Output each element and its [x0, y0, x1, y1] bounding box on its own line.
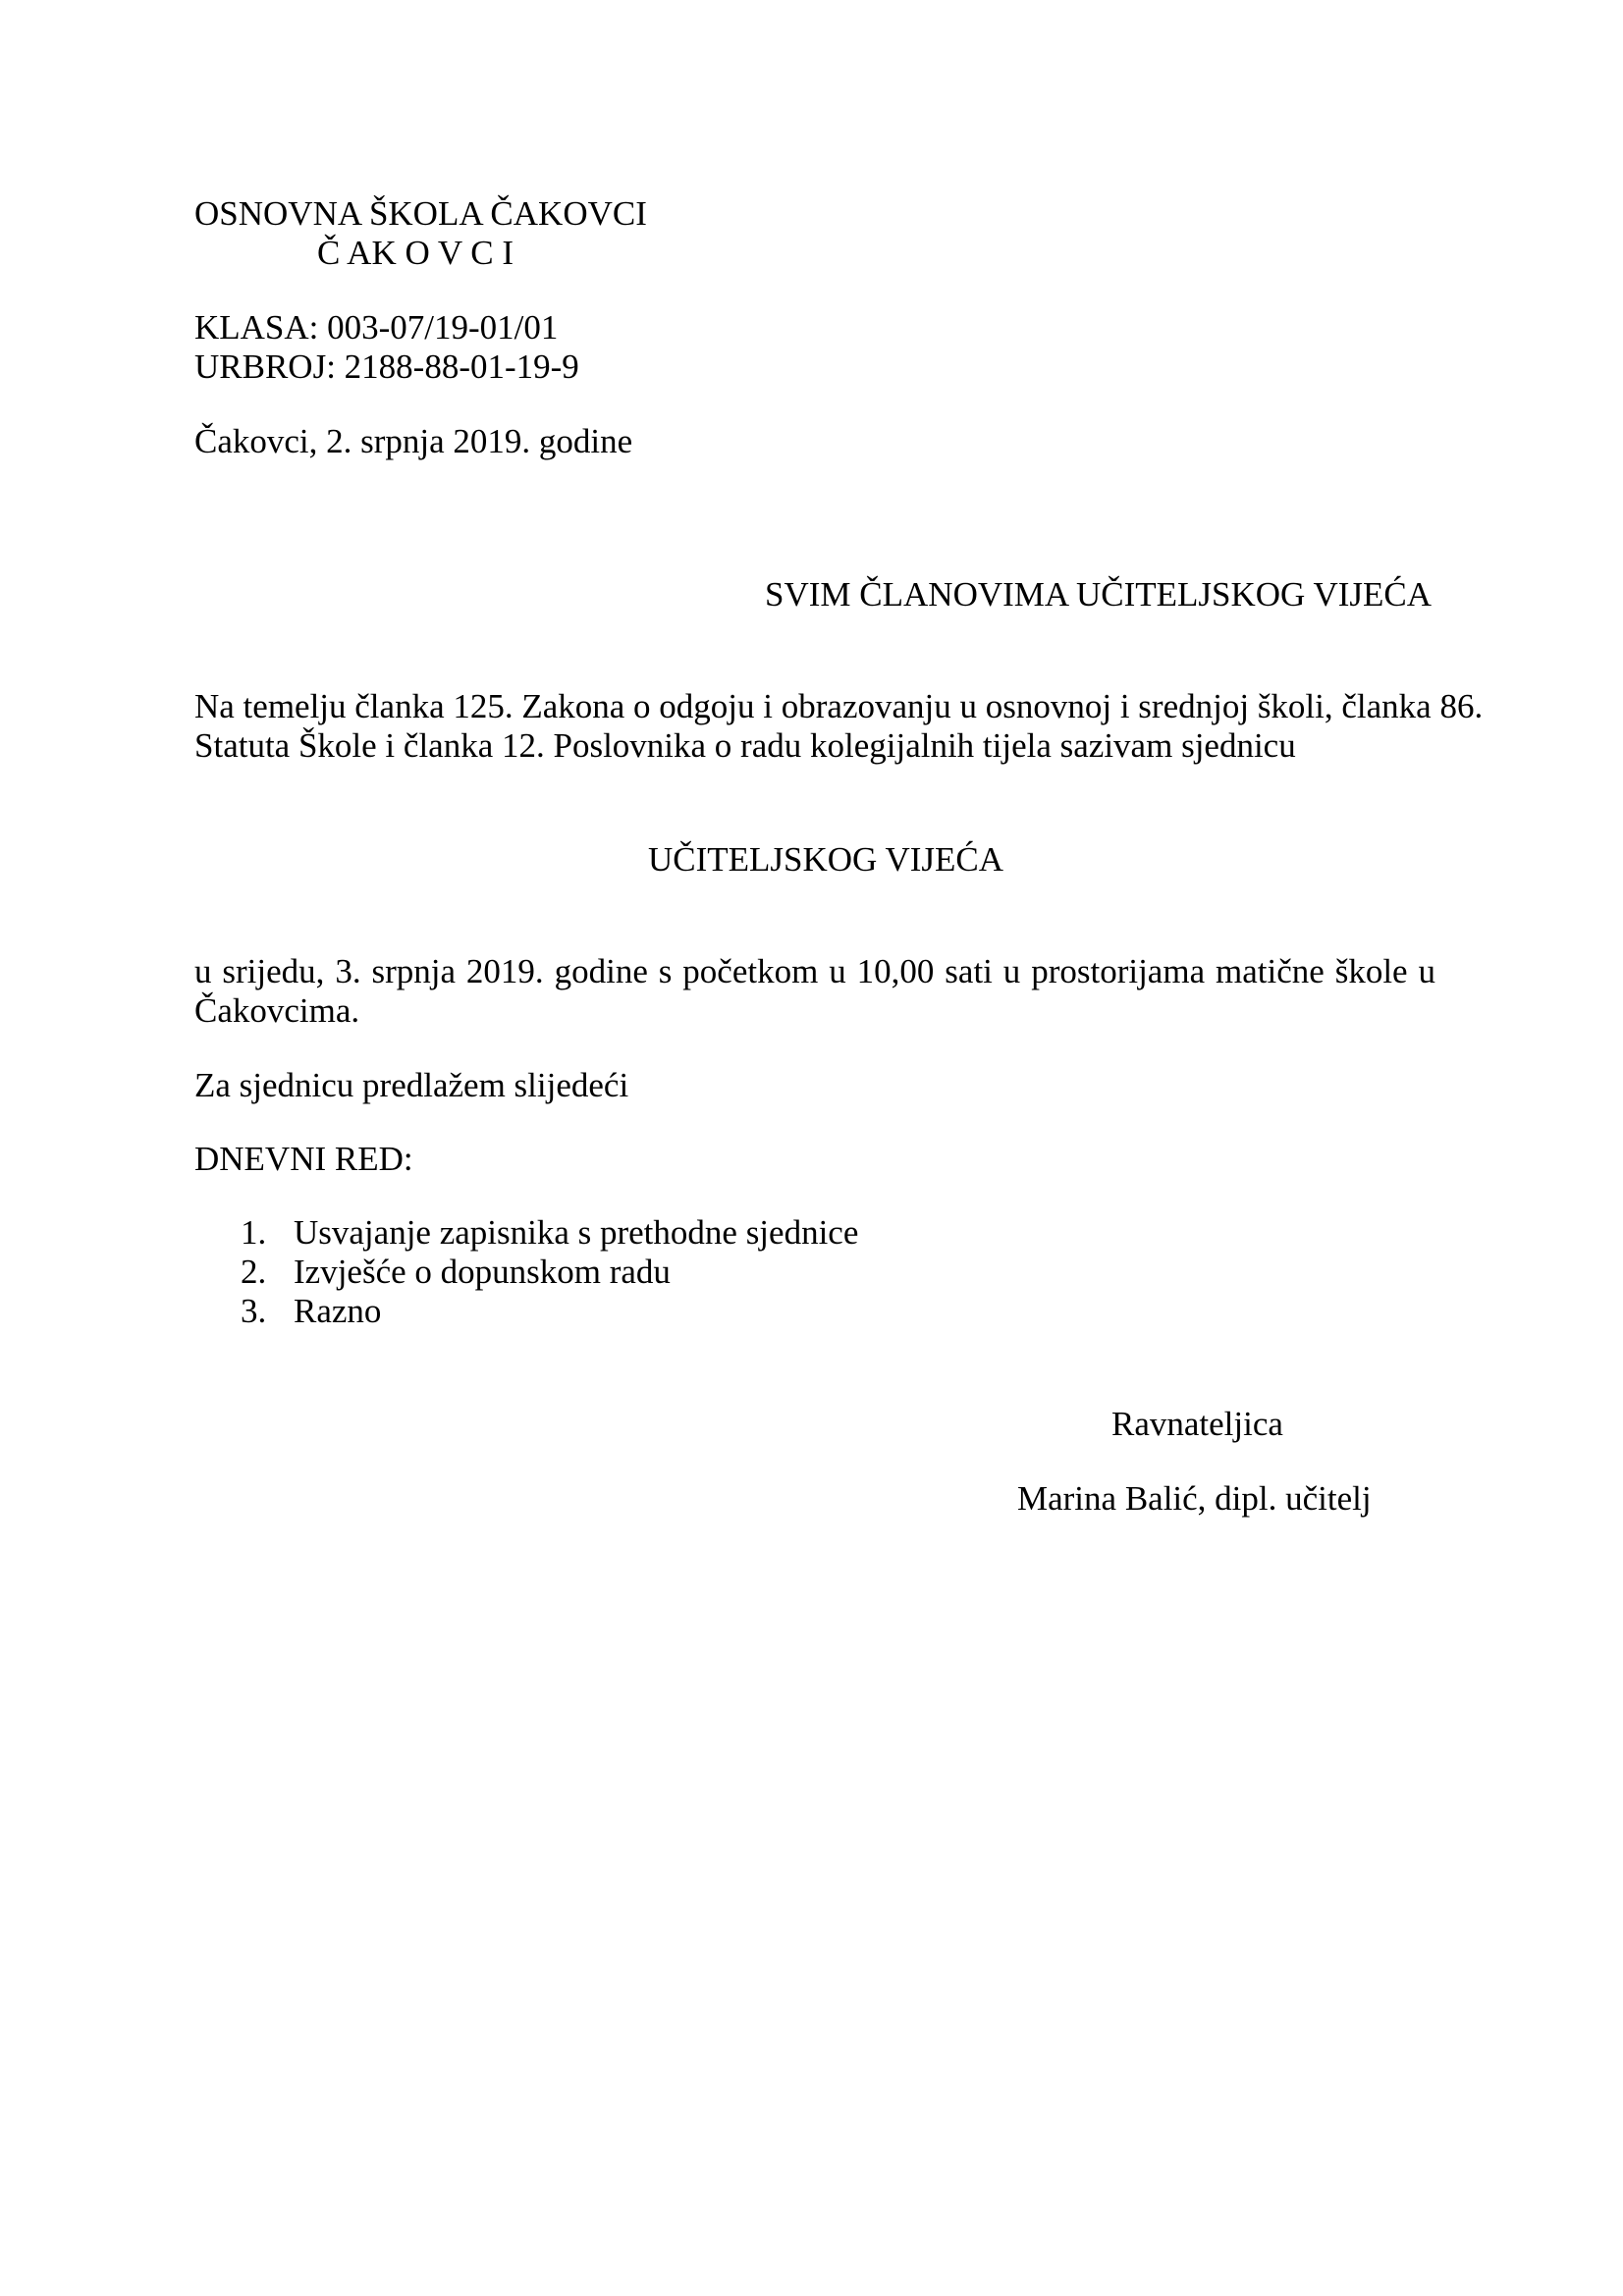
agenda-item-text: Usvajanje zapisnika s prethodne sjednice	[294, 1213, 859, 1252]
intro-line-1: Na temelju članka 125. Zakona o odgoju i obrazovanju u osnovnoj i srednjoj školi, članka 86.	[194, 687, 1484, 725]
agenda-item-text: Razno	[294, 1292, 382, 1330]
agenda-item-number: 2.	[241, 1253, 267, 1291]
agenda-item	[241, 1253, 858, 1292]
session-title: UČITELJSKOG VIJEĆA	[648, 840, 1003, 879]
agenda-list	[241, 1213, 858, 1331]
agenda-item	[241, 1292, 858, 1331]
urbroj-number: URBROJ: 2188-88-01-19-9	[194, 347, 579, 386]
agenda-item-text: Izvješće o dopunskom radu	[294, 1253, 671, 1291]
intro-line-2: Statuta Škole i članka 12. Poslovnika o radu kolegijalnih tijela sazivam sjednicu	[194, 726, 1296, 765]
agenda-item	[241, 1213, 858, 1253]
signature-name: Marina Balić, dipl. učitelj	[1017, 1479, 1372, 1518]
place-date: Čakovci, 2. srpnja 2019. godine	[194, 422, 633, 460]
recipient-line: SVIM ČLANOVIMA UČITELJSKOG VIJEĆA	[765, 575, 1432, 614]
agenda-item-number: 1.	[241, 1213, 267, 1252]
session-line-1: u srijedu, 3. srpnja 2019. godine s početkom u 10,00 sati u prostorijama matične škole u	[194, 952, 1435, 990]
klasa-number: KLASA: 003-07/19-01/01	[194, 308, 559, 347]
school-name: OSNOVNA ŠKOLA ČAKOVCI	[194, 194, 647, 233]
agenda-heading: DNEVNI RED:	[194, 1140, 413, 1178]
school-town: Č AK O V C I	[317, 234, 514, 272]
proposal-line: Za sjednicu predlažem slijedeći	[194, 1066, 629, 1104]
signature-role: Ravnateljica	[1111, 1405, 1283, 1443]
agenda-item-number: 3.	[241, 1292, 267, 1330]
session-line-2: Čakovcima.	[194, 991, 360, 1030]
